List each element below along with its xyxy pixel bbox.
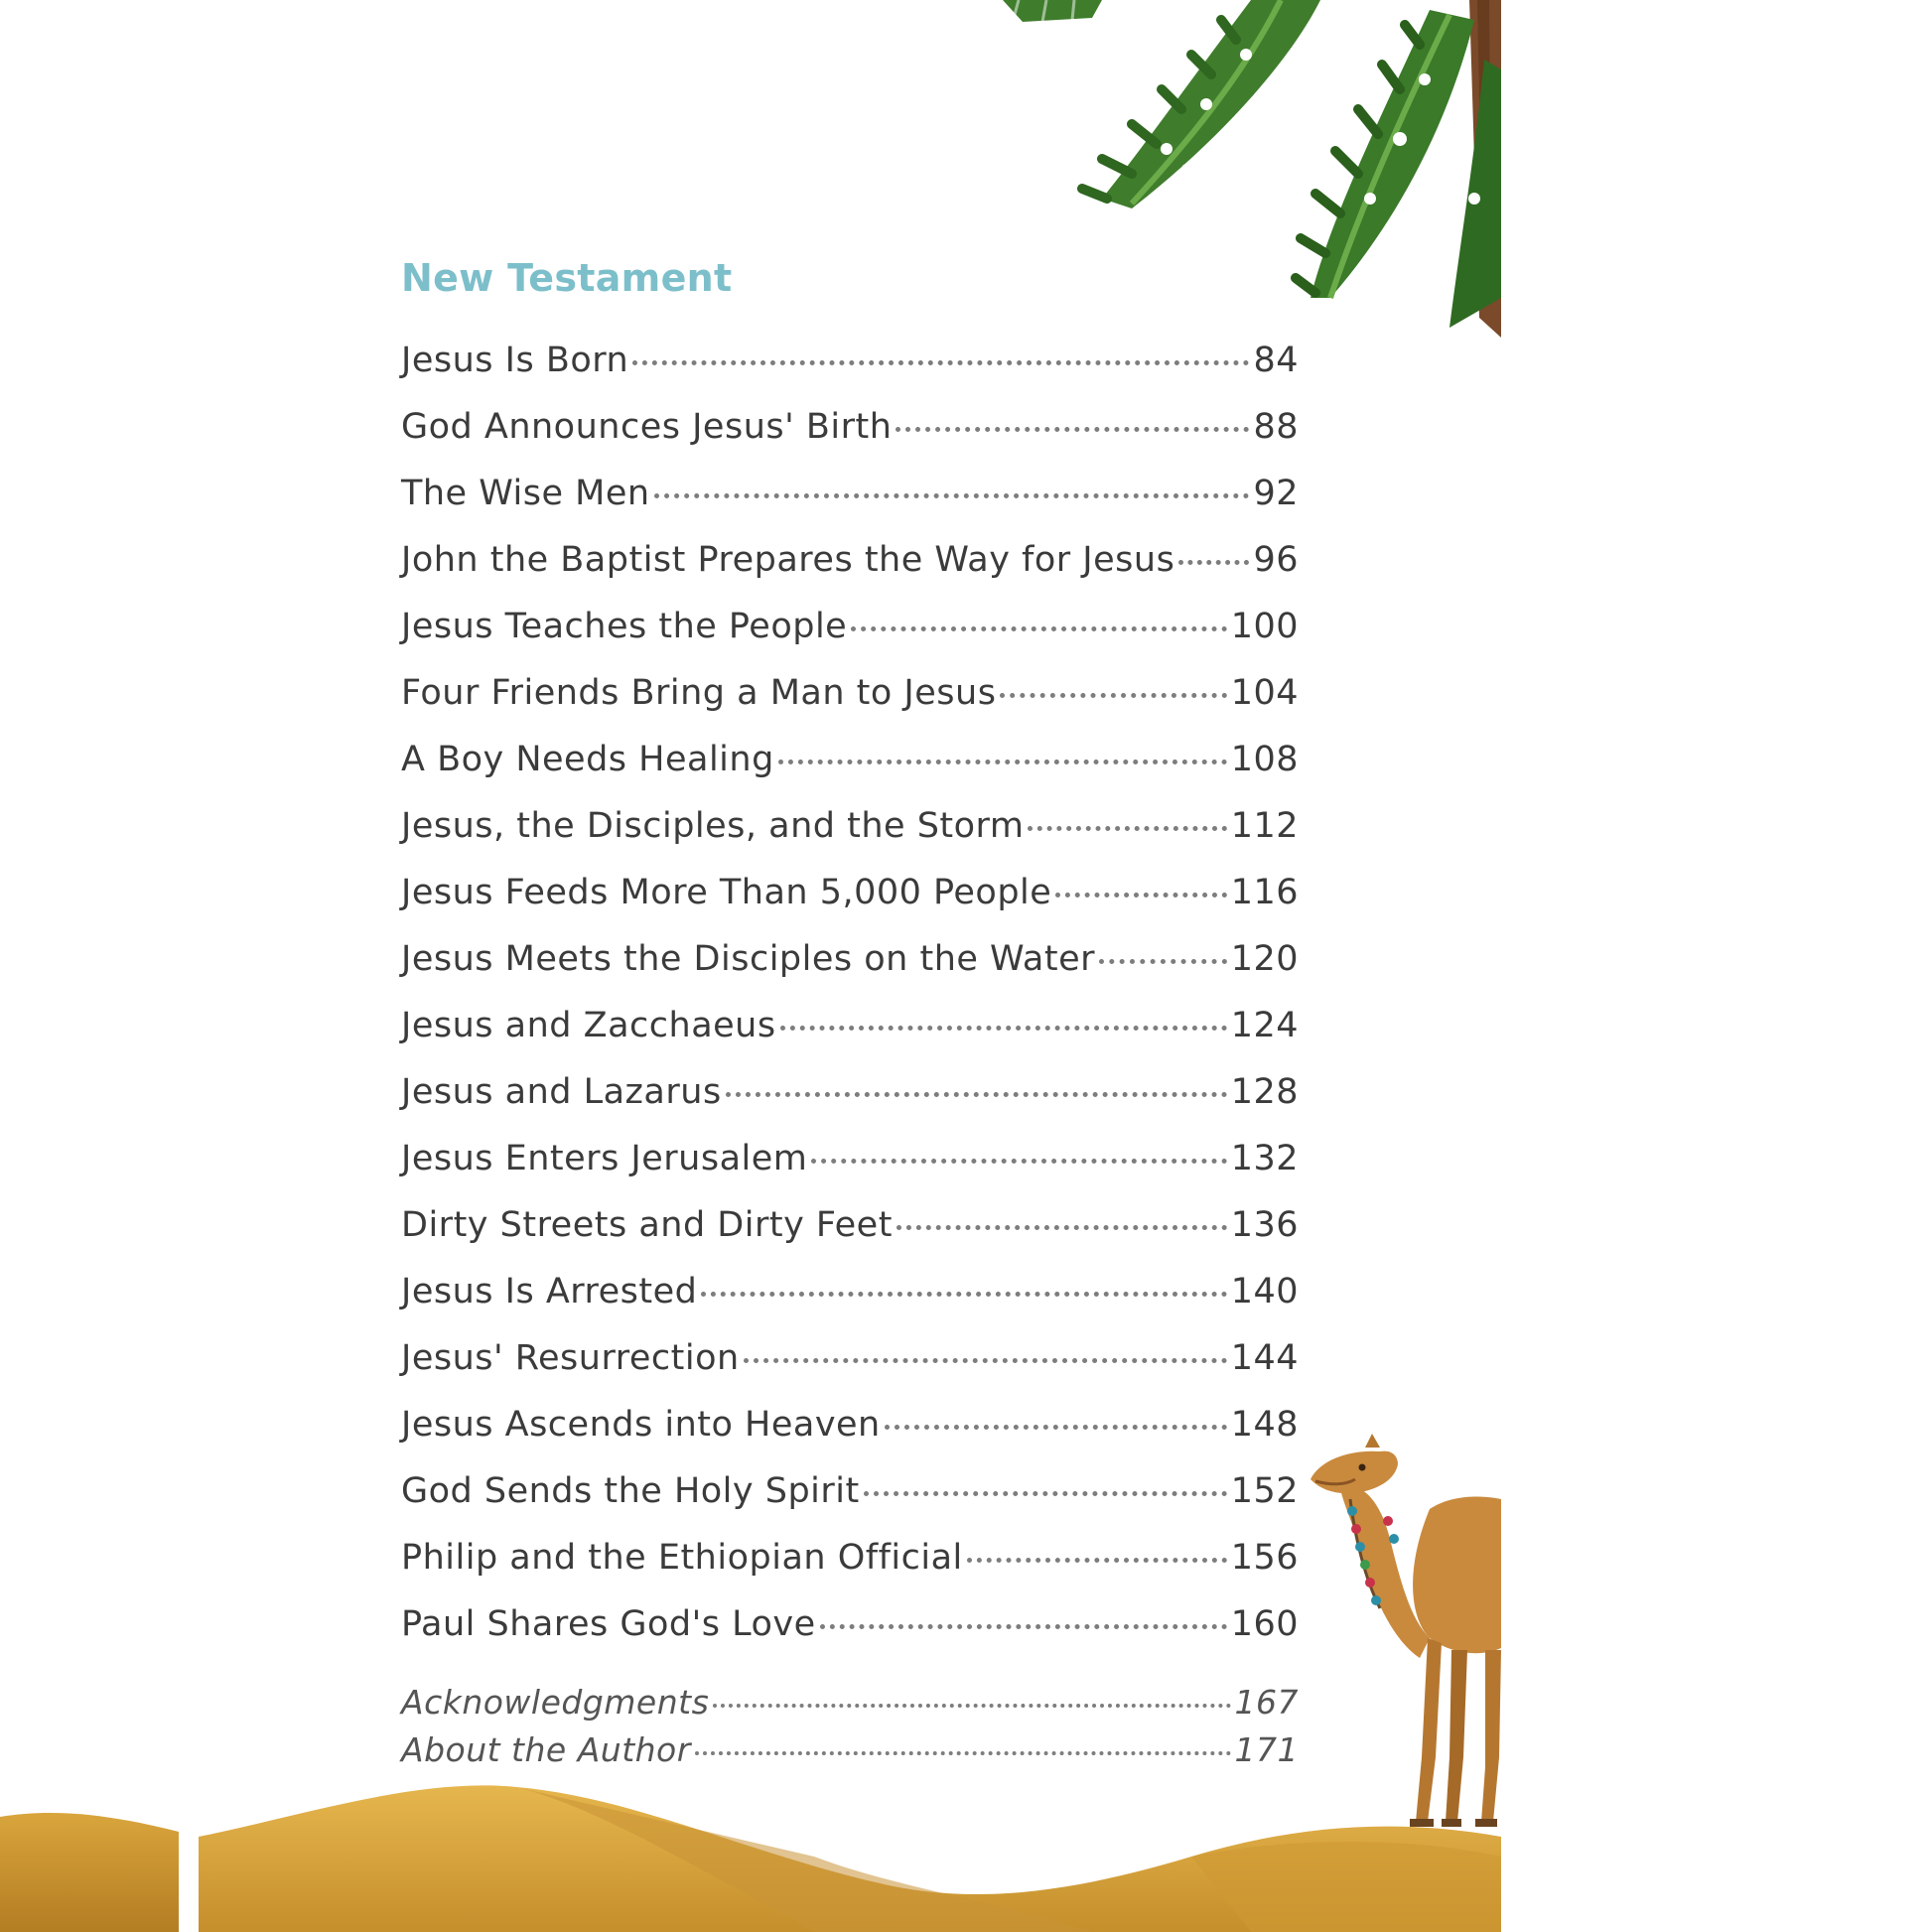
palm-leaves-illustration [983,0,1501,338]
toc-entry-page: 116 [1230,873,1299,912]
toc-entry-page: 88 [1253,407,1299,447]
toc-entry-page: 152 [1230,1471,1299,1511]
toc-entry-title: Jesus Meets the Disciples on the Water [401,939,1096,979]
toc-entry-page: 128 [1230,1072,1299,1112]
toc-entry-page: 167 [1234,1683,1299,1722]
dot-leader [1028,826,1226,831]
toc-entry[interactable] [401,1599,1299,1666]
toc-entry[interactable] [401,602,1299,668]
toc-entry-title: Jesus' Resurrection [401,1338,740,1378]
dot-leader [726,1092,1227,1097]
toc-entry-title: A Boy Needs Healing [401,740,774,779]
toc-entry-title: God Announces Jesus' Birth [401,407,893,447]
section-title: New Testament [401,256,733,300]
dot-leader [896,427,1249,432]
toc-entry[interactable] [401,1267,1299,1333]
dot-leader [744,1358,1227,1363]
toc-entry-title: Jesus and Lazarus [401,1072,722,1112]
dot-leader [1099,959,1227,964]
toc-entry-title: Dirty Streets and Dirty Feet [401,1205,893,1245]
toc-entry[interactable] [401,1001,1299,1067]
dot-leader [780,1026,1227,1031]
toc-entry[interactable] [401,801,1299,868]
toc-entry-page: 160 [1230,1604,1299,1644]
toc-entry-title: God Sends the Holy Spirit [401,1471,860,1511]
toc-entry-page: 144 [1230,1338,1299,1378]
toc-entry[interactable] [401,668,1299,735]
toc-entry-title: The Wise Men [401,474,650,513]
toc-entry[interactable] [401,1533,1299,1599]
toc-entry-title: Jesus Teaches the People [401,607,848,646]
dot-leader [778,759,1227,764]
toc-entry[interactable] [401,1067,1299,1134]
toc-entry-page: 84 [1253,341,1299,380]
dot-leader [897,1225,1227,1230]
toc-entry-title: Four Friends Bring a Man to Jesus [401,673,997,713]
toc-entry[interactable] [401,1400,1299,1466]
toc-entry-title: Jesus Enters Jerusalem [401,1139,808,1178]
toc-entry-title: Paul Shares God's Love [401,1604,816,1644]
toc-entry-title: Acknowledgments [401,1683,710,1722]
toc-entry-title: Philip and the Ethiopian Official [401,1538,963,1578]
toc-entry-page: 96 [1253,540,1299,580]
toc-entry-title: About the Author [401,1730,691,1769]
camel-illustration [1311,1430,1501,1827]
toc-entry-page: 156 [1230,1538,1299,1578]
dot-leader [713,1704,1230,1708]
toc-entry-page: 148 [1230,1405,1299,1445]
toc-entry[interactable] [401,402,1299,469]
dot-leader [1000,693,1226,698]
toc-entry-acknowledgments[interactable] [401,1680,1299,1727]
toc-entry-title: Jesus Is Arrested [401,1272,698,1311]
toc-entry[interactable] [401,469,1299,535]
toc-entry-title: Jesus Is Born [401,341,629,380]
toc-entry-page: 92 [1253,474,1299,513]
toc-entry-page: 120 [1230,939,1299,979]
toc-entry-page: 104 [1230,673,1299,713]
table-of-contents [401,336,1299,1666]
back-matter-list [401,1680,1299,1775]
toc-entry[interactable] [401,1333,1299,1400]
dot-leader [654,493,1250,498]
toc-entry-page: 140 [1230,1272,1299,1311]
toc-entry[interactable] [401,535,1299,602]
dot-leader [1178,560,1249,565]
toc-entry[interactable] [401,1134,1299,1200]
toc-entry[interactable] [401,735,1299,801]
dot-leader [851,626,1226,631]
dot-leader [695,1751,1231,1755]
toc-entry-page: 112 [1230,806,1299,846]
toc-entry[interactable] [401,1466,1299,1533]
toc-entry-title: Jesus, the Disciples, and the Storm [401,806,1025,846]
dot-leader [632,360,1249,365]
toc-entry-title: John the Baptist Prepares the Way for Jesus [401,540,1175,580]
toc-entry-page: 132 [1230,1139,1299,1178]
sand-dunes-illustration [0,1777,1501,1932]
dot-leader [864,1491,1227,1496]
toc-entry-title: Jesus Ascends into Heaven [401,1405,881,1445]
toc-entry[interactable] [401,868,1299,934]
toc-entry[interactable] [401,336,1299,402]
toc-entry-page: 171 [1234,1730,1299,1769]
toc-entry[interactable] [401,934,1299,1001]
toc-entry-about-the-author[interactable] [401,1727,1299,1775]
toc-entry-page: 108 [1230,740,1299,779]
toc-entry-page: 100 [1230,607,1299,646]
toc-entry-title: Jesus and Zacchaeus [401,1006,776,1045]
dot-leader [701,1292,1226,1297]
toc-entry-title: Jesus Feeds More Than 5,000 People [401,873,1052,912]
dot-leader [1055,893,1226,897]
toc-entry-page: 136 [1230,1205,1299,1245]
dot-leader [885,1425,1227,1430]
toc-entry[interactable] [401,1200,1299,1267]
dot-leader [820,1624,1227,1629]
dot-leader [811,1159,1226,1164]
toc-entry-page: 124 [1230,1006,1299,1045]
dot-leader [967,1558,1227,1563]
